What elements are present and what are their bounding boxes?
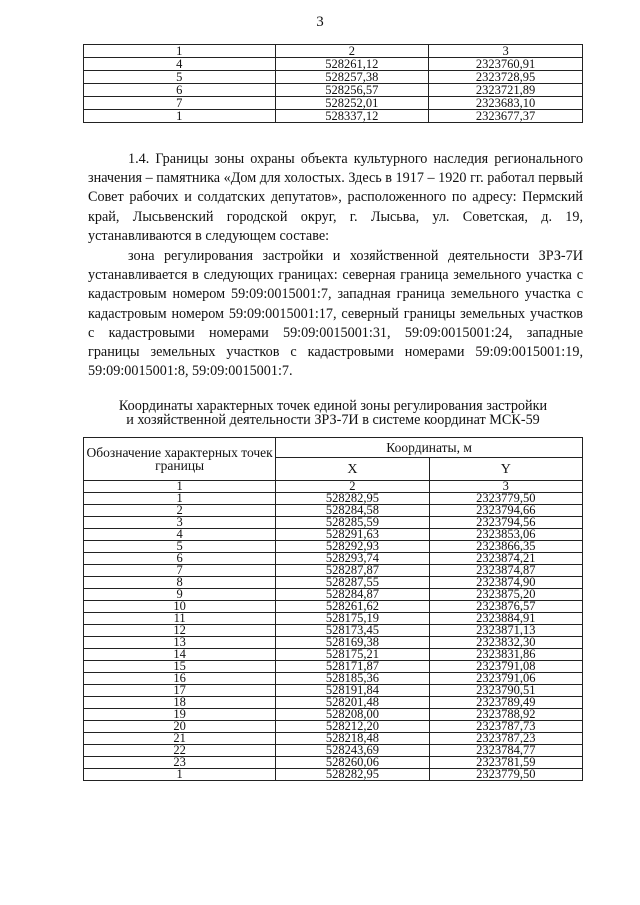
point-number-cell: 7 — [84, 97, 276, 110]
point-number-cell: 16 — [84, 673, 276, 685]
point-number-cell: 10 — [84, 601, 276, 613]
point-number-cell: 13 — [84, 637, 276, 649]
x-coordinate-cell: 528169,38 — [276, 637, 429, 649]
x-coordinate-cell: 528201,48 — [276, 697, 429, 709]
y-coordinate-cell: 2323791,06 — [429, 673, 582, 685]
x-coordinate-cell: 528260,06 — [276, 757, 429, 769]
point-number-cell: 4 — [84, 58, 276, 71]
x-coordinate-cell: 528175,21 — [276, 649, 429, 661]
table-caption-line-1: Координаты характерных точек единой зоны регулирования застройки — [118, 398, 548, 414]
y-coordinate-cell: 2323787,23 — [429, 733, 582, 745]
x-coordinate-cell: 528212,20 — [276, 721, 429, 733]
section-1-4-paragraph: 1.4. Границы зоны охраны объекта культурного наследия регионального значения – памятника «Дом для холостых. Здесь в 1917 – 1920 гг. работал первый Совет рабочих и солдатских депутатов», расположенного по адресу: Пермский край, Лысьвенский городской округ, г. Лысьва, ул. Советская, д. 19, устанавливаются в следующем составе: — [88, 151, 583, 244]
x-coordinate-cell: 528287,87 — [276, 565, 429, 577]
y-coordinate-cell: 2323789,49 — [429, 697, 582, 709]
x-coordinate-cell: 528282,95 — [276, 493, 429, 505]
point-number-cell: 19 — [84, 709, 276, 721]
x-coordinate-cell: 528284,87 — [276, 589, 429, 601]
header-x: X — [276, 458, 429, 481]
point-number-cell: 22 — [84, 745, 276, 757]
y-coordinate-cell: 2323832,30 — [429, 637, 582, 649]
x-coordinate-cell: 528257,38 — [275, 71, 429, 84]
point-number-cell: 17 — [84, 685, 276, 697]
x-coordinate-cell: 528218,48 — [276, 733, 429, 745]
x-coordinate-cell: 528191,84 — [276, 685, 429, 697]
y-coordinate-cell: 3 — [429, 45, 583, 58]
x-coordinate-cell: 2 — [275, 45, 429, 58]
point-number-cell: 1 — [84, 110, 276, 123]
x-coordinate-cell: 528185,36 — [276, 673, 429, 685]
x-coordinate-cell: 528337,12 — [275, 110, 429, 123]
y-coordinate-cell: 2323760,91 — [429, 58, 583, 71]
y-coordinate-cell: 2323728,95 — [429, 71, 583, 84]
y-coordinate-cell: 2323787,73 — [429, 721, 582, 733]
y-coordinate-cell: 2323721,89 — [429, 84, 583, 97]
table-row — [84, 769, 583, 781]
y-coordinate-cell: 2323874,90 — [429, 577, 582, 589]
point-number-cell: 4 — [84, 529, 276, 541]
point-number-cell: 21 — [84, 733, 276, 745]
point-number-cell: 6 — [84, 84, 276, 97]
point-number-cell: 2 — [84, 505, 276, 517]
x-coordinate-cell: 528243,69 — [276, 745, 429, 757]
y-coordinate-cell: 2323853,06 — [429, 529, 582, 541]
y-coordinate-cell: 2323794,56 — [429, 517, 582, 529]
x-coordinate-cell: 528292,93 — [276, 541, 429, 553]
x-coordinate-cell: 2 — [276, 481, 429, 493]
table-row — [84, 84, 583, 97]
table-row — [84, 58, 583, 71]
y-coordinate-cell: 3 — [429, 481, 582, 493]
x-coordinate-cell: 528293,74 — [276, 553, 429, 565]
point-number-cell: 18 — [84, 697, 276, 709]
point-number-cell: 1 — [84, 45, 276, 58]
zone-boundaries-paragraph: зона регулирования застройки и хозяйственной деятельности ЗРЗ-7И устанавливается в следующих границах: северная граница земельного участка с кадастровым номером 59:09:0015001:7, западная граница земельного участка с кадастровым номером 59:09:0015001:17, северный границы земельных участков с кадастровыми номерами 59:09:0015001:31, 59:09:0015001:24, западные границы земельных участков с кадастровыми номерами 59:09:0015001:19, 59:09:0015001:8, 59:09:0015001:7. — [88, 248, 583, 380]
point-number-cell: 8 — [84, 577, 276, 589]
y-coordinate-cell: 2323781,59 — [429, 757, 582, 769]
x-coordinate-cell: 528261,12 — [275, 58, 429, 71]
header-coordinates: Координаты, м — [276, 438, 583, 458]
y-coordinate-cell: 2323866,35 — [429, 541, 582, 553]
y-coordinate-cell: 2323794,66 — [429, 505, 582, 517]
header-y: Y — [429, 458, 582, 481]
point-number-cell: 7 — [84, 565, 276, 577]
point-number-cell: 3 — [84, 517, 276, 529]
y-coordinate-cell: 2323876,57 — [429, 601, 582, 613]
table-row — [84, 45, 583, 58]
y-coordinate-cell: 2323788,92 — [429, 709, 582, 721]
y-coordinate-cell: 2323874,87 — [429, 565, 582, 577]
point-number-cell: 1 — [84, 493, 276, 505]
y-coordinate-cell: 2323683,10 — [429, 97, 583, 110]
x-coordinate-cell: 528261,62 — [276, 601, 429, 613]
table-caption-line-2: и хозяйственной деятельности ЗРЗ-7И в системе координат МСК-59 — [126, 412, 540, 428]
x-coordinate-cell: 528285,59 — [276, 517, 429, 529]
point-number-cell: 23 — [84, 757, 276, 769]
point-number-cell: 6 — [84, 553, 276, 565]
zrz-7i-coordinates-table — [83, 437, 583, 781]
point-number-cell: 5 — [84, 71, 276, 84]
point-number-cell: 5 — [84, 541, 276, 553]
point-number-cell: 1 — [84, 481, 276, 493]
x-coordinate-cell: 528256,57 — [275, 84, 429, 97]
table-row — [84, 97, 583, 110]
y-coordinate-cell: 2323784,77 — [429, 745, 582, 757]
y-coordinate-cell: 2323677,37 — [429, 110, 583, 123]
x-coordinate-cell: 528252,01 — [275, 97, 429, 110]
point-number-cell: 15 — [84, 661, 276, 673]
x-coordinate-cell: 528173,45 — [276, 625, 429, 637]
point-number-cell: 11 — [84, 613, 276, 625]
y-coordinate-cell: 2323874,21 — [429, 553, 582, 565]
y-coordinate-cell: 2323790,51 — [429, 685, 582, 697]
x-coordinate-cell: 528284,58 — [276, 505, 429, 517]
y-coordinate-cell: 2323884,91 — [429, 613, 582, 625]
table-row — [84, 71, 583, 84]
coordinates-table-continued — [83, 44, 583, 123]
page-number: 3 — [316, 14, 324, 30]
y-coordinate-cell: 2323831,86 — [429, 649, 582, 661]
table-caption — [83, 399, 583, 427]
y-coordinate-cell: 2323779,50 — [429, 769, 582, 781]
x-coordinate-cell: 528175,19 — [276, 613, 429, 625]
x-coordinate-cell: 528287,55 — [276, 577, 429, 589]
x-coordinate-cell: 528208,00 — [276, 709, 429, 721]
point-number-cell: 1 — [84, 769, 276, 781]
header-point-designation: Обозначение характерных точек границы — [84, 438, 276, 481]
point-number-cell: 12 — [84, 625, 276, 637]
x-coordinate-cell: 528282,95 — [276, 769, 429, 781]
table-row — [84, 110, 583, 123]
x-coordinate-cell: 528291,63 — [276, 529, 429, 541]
x-coordinate-cell: 528171,87 — [276, 661, 429, 673]
point-number-cell: 20 — [84, 721, 276, 733]
y-coordinate-cell: 2323871,13 — [429, 625, 582, 637]
y-coordinate-cell: 2323791,08 — [429, 661, 582, 673]
y-coordinate-cell: 2323875,20 — [429, 589, 582, 601]
point-number-cell: 14 — [84, 649, 276, 661]
point-number-cell: 9 — [84, 589, 276, 601]
y-coordinate-cell: 2323779,50 — [429, 493, 582, 505]
